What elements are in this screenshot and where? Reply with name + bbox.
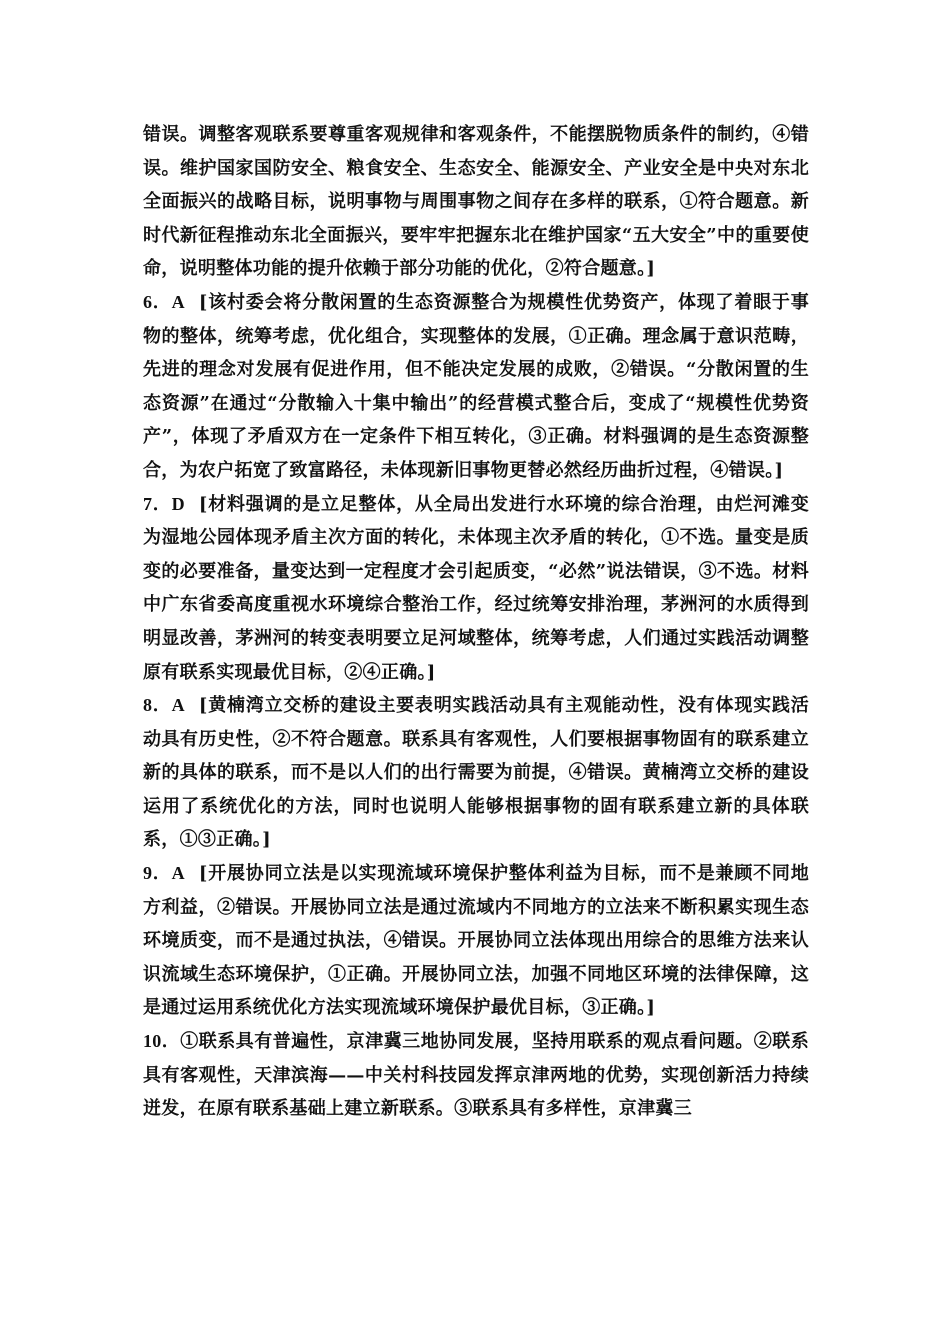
answer-item-6 bbox=[143, 286, 809, 488]
answer-choice: A bbox=[171, 863, 185, 884]
question-number: 6． bbox=[143, 291, 172, 312]
question-number: 10． bbox=[143, 1031, 181, 1052]
question-number: 8． bbox=[143, 695, 172, 716]
answer-explanation: [黄楠湾立交桥的建设主要表明实践活动具有主观能动性，没有体现实践活动具有历史性，②不符合题意。联系具有客观性，人们要根据事物固有的联系建立新的具体的联系，而不是以人们的出行需要为前提，④错误。黄楠湾立交桥的建设运用了系统优化的方法，同时也说明人能够根据事物的固有联系建立新的具体联系，①③正确。] bbox=[143, 695, 809, 851]
answer-item-10 bbox=[143, 1025, 809, 1126]
answer-text: 错误。调整客观联系要尊重客观规律和客观条件，不能摆脱物质条件的制约，④错误。维护国家国防安全、粮食安全、生态安全、能源安全、产业安全是中央对东北全面振兴的战略目标，说明事物与周围事物之间存在多样的联系，①符合题意。新时代新征程推动东北全面振兴，要牢牢把握东北在维护国家“五大安全”中的重要使命，说明整体功能的提升依赖于部分功能的优化，②符合题意。] bbox=[143, 124, 809, 280]
answer-choice: A bbox=[171, 291, 185, 312]
answer-explanation: [开展协同立法是以实现流域环境保护整体利益为目标，而不是兼顾不同地方利益，②错误。开展协同立法是通过流域内不同地方的立法来不断积累实现生态环境质变，而不是通过执法，④错误。开展协同立法体现出用综合的思维方法来认识流域生态环境保护，①正确。开展协同立法，加强不同地区环境的法律保障，这是通过运用系统优化方法实现流域环境保护最优目标，③正确。] bbox=[143, 863, 809, 1019]
question-number: 7． bbox=[143, 493, 172, 514]
answer-choice: A bbox=[171, 695, 185, 716]
answer-choice: D bbox=[171, 493, 185, 514]
answer-item-8 bbox=[143, 689, 809, 857]
answer-explanation: ①联系具有普遍性，京津冀三地协同发展，坚持用联系的观点看问题。②联系具有客观性，天津滨海——中关村科技园发挥京津两地的优势，实现创新活力持续迸发，在原有联系基础上建立新联系。③联系具有多样性，京津冀三 bbox=[143, 1031, 809, 1120]
answer-explanation: [材料强调的是立足整体，从全局出发进行水环境的综合治理，由烂河滩变为湿地公园体现矛盾主次方面的转化，未体现主次矛盾的转化，①不选。量变是质变的必要准备，量变达到一定程度才会引起质变，“必然”说法错误，③不选。材料中广东省委高度重视水环境综合整治工作，经过统筹安排治理，茅洲河的水质得到明显改善，茅洲河的转变表明要立足河域整体，统筹考虑，人们通过实践活动调整原有联系实现最优目标，②④正确。] bbox=[143, 493, 809, 683]
answer-explanation: [该村委会将分散闲置的生态资源整合为规模性优势资产，体现了着眼于事物的整体，统筹考虑，优化组合，实现整体的发展，①正确。理念属于意识范畴，先进的理念对发展有促进作用，但不能决定发展的成败，②错误。“分散闲置的生态资源”在通过“分散输入十集中输出”的经营模式整合后，变成了“规模性优势资产”，体现了矛盾双方在一定条件下相互转化，③正确。材料强调的是生态资源整合，为农户拓宽了致富路径，未体现新旧事物更替必然经历曲折过程，④错误。] bbox=[143, 291, 809, 481]
answer-page bbox=[143, 118, 809, 1126]
answer-item-7 bbox=[143, 488, 809, 690]
question-number: 9． bbox=[143, 863, 172, 884]
answer-item-9 bbox=[143, 857, 809, 1025]
answer-paragraph-continued bbox=[143, 118, 809, 286]
